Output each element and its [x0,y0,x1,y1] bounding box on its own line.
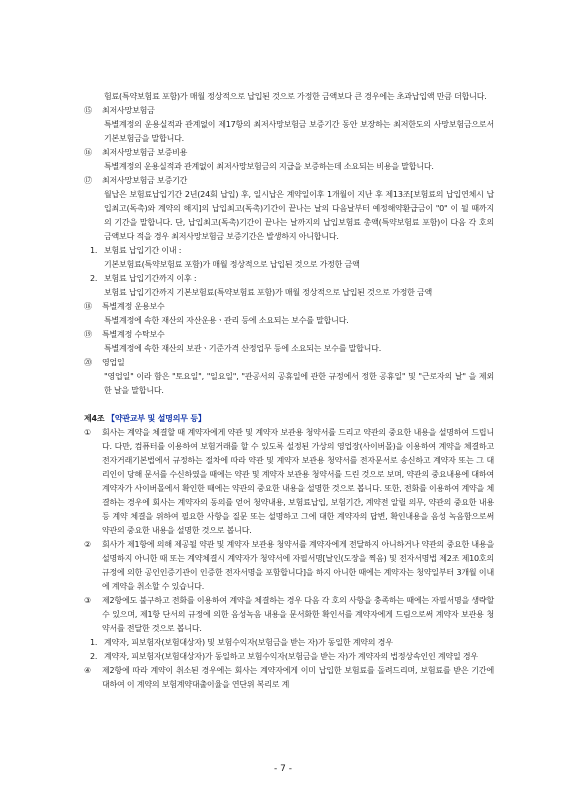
item-body: 특별계정의 운용실적과 관계없이 제17항의 최저사망보험금 보증기간 동안 보장하는 최저한도의 사망보험금으로서 기본보험금을 말합니다. [104,120,494,143]
sub-item-body: 보험료 납입기간까지 기본보험료(특약보험료 포함)가 매월 정상적으로 납입된 것으로 가정한 금액 [104,288,433,297]
item-body: "영업일" 이라 함은 "토요일", "일요일", "관공서의 공휴일에 관한 규정에서 정한 공휴일" 및 "근로자의 날" 을 제외한 날을 말합니다. [104,372,494,395]
definition-item-16 [84,146,494,160]
item-title: 최저사망보험금 보증기간 [102,176,188,185]
sub-item-body: 기본보험료(특약보험료 포함)가 매월 정상적으로 납입된 것으로 가정한 금액 [104,260,360,269]
clause-text: 계약자, 피보험자(보험대상자) 및 보험수익자(보험금을 받는 자)가 동일한 계약의 경우 [104,638,393,647]
item-title: 최저사망보험금 [102,106,155,115]
sub-item-title: 보험료 납입기간 이내 : [104,246,182,255]
item-number: ⑲ [84,330,92,339]
clause-item-2 [84,650,494,664]
sub-item-number: 1. [90,246,98,255]
sub-item-title: 보험료 납입기간까지 이후 : [104,274,197,283]
continued-paragraph: 험료(특약보험료 포함)가 매월 정상적으로 납입된 것으로 가정한 금액보다 큰 경우에는 초과납입액 만큼 더합니다. [104,92,487,101]
definition-item-15 [84,104,494,118]
article-paragraph-2 [84,538,494,594]
paragraph-text: 회사가 제1항에 의해 제공될 약관 및 계약자 보관용 청약서를 계약자에게 전달하지 아니하거나 약관의 중요한 내용을 설명하지 아니한 때 또는 계약체결시 계약자가 청약서에 자필서명[날인(도장을 찍음) 및 전자서명법 제2조 제10호의 규정에 의한 공인인증기관이 인증한 전자서명을 포함합니다]을 하지 아니한 때에는 계약자는 청약일부터 3개월 이내에 계약을 취소할 수 있습니다. [102,540,494,591]
definition-item-17 [84,174,494,188]
item-number: ⑰ [84,176,92,185]
article-paragraph-4 [84,664,494,692]
clause-item-1 [84,636,494,650]
article-title: 【약관교부 및 설명의무 등】 [107,414,206,423]
paragraph-text: 제2항에도 불구하고 전화를 이용하여 계약을 체결하는 경우 다음 각 호의 사항을 충족하는 때에는 자필서명을 생략할 수 있으며, 제1항 단서의 규정에 의한 음성녹음 내용을 문서화한 확인서를 계약자에게 드림으로써 계약자 보관용 청약서를 전달한 것으로 봅니다. [102,596,494,633]
paragraph-text: 제2항에 따라 계약이 취소된 경우에는 회사는 계약자에게 이미 납입한 보험료를 돌려드리며, 보험료를 받은 기간에 대하여 이 계약의 보험계약대출이율을 연단위 복리로 계 [102,666,494,689]
item-title: 영업일 [102,358,125,367]
item-number: ⑱ [84,302,92,311]
article-paragraph-3 [84,594,494,636]
sub-item-2 [84,272,494,286]
sub-item-number: 2. [90,274,98,283]
definition-item-20 [84,356,494,370]
item-title: 최저사망보험금 보증비용 [102,148,188,157]
item-body: 특별계정에 속한 재산의 자산운용ㆍ관리 등에 소요되는 보수를 말합니다. [104,316,349,325]
paragraph-number: ④ [84,666,91,675]
definition-item-18 [84,300,494,314]
item-number: ⑮ [84,106,92,115]
item-title: 특별계정 수탁보수 [102,330,165,339]
item-body: 월납은 보험료납입기간 2년(24회 납입) 후, 일시납은 계약일이후 1개월이 지난 후 제13조[보험료의 납입연체시 납입최고(독촉)와 계약의 해지]의 납입최고(독촉)기간이 끝나는 날의 다음날부터 예정해약환급금이 "0" 이 될 때까지의 기간을 말합니다. 단, 납입최고(독촉)기간이 끝나는 날까지의 납입보험료 총액(특약보험료 포함)이 다음 각 호의 금액보다 적을 경우 최저사망보험금 보증기간은 발생하지 아니합니다. [104,190,494,241]
item-number: ⑯ [84,148,92,157]
item-body: 특별계정에 속한 재산의 보관ㆍ기준가격 산정업무 등에 소요되는 보수를 말합니다. [104,344,382,353]
item-body: 특별계정의 운용실적과 관계없이 최저사망보험금의 지급을 보증하는데 소요되는 비용을 말합니다. [104,162,434,171]
paragraph-number: ③ [84,596,91,605]
paragraph-number: ① [84,428,91,437]
article-heading [84,412,494,426]
clause-text: 계약자, 피보험자(보험대상자)가 동일하고 보험수익자(보험금을 받는 자)가 계약자의 법정상속인인 계약일 경우 [104,652,478,661]
paragraph-number: ② [84,540,91,549]
clause-number: 1. [90,638,98,647]
page-number: - 7 - [274,764,292,774]
clause-number: 2. [90,652,98,661]
item-number: ⑳ [84,358,92,367]
article-paragraph-1 [84,426,494,538]
definition-item-19 [84,328,494,342]
article-number: 제4조 [84,414,105,423]
item-title: 특별계정 운용보수 [102,302,165,311]
page-body [84,90,494,692]
sub-item-1 [84,244,494,258]
paragraph-text: 회사는 계약을 체결할 때 계약자에게 약관 및 계약자 보관용 청약서를 드리고 약관의 중요한 내용을 설명하여 드립니다. 다만, 컴퓨터를 이용하여 보험거래를 할 수 있도록 설정된 가상의 영업장(사이버몰)을 이용하여 계약을 체결하고 전자거래기본법에서 규정하는 절차에 따라 약관 및 계약자 보관용 청약서를 전자문서로 송신하고 계약자 또는 그 대리인이 당해 문서를 수신하였을 때에는 약관 및 계약자 보관용 청약서를 드린 것으로 보며, 약관의 중요내용에 대하여 계약자가 사이버몰에서 확인한 때에는 약관의 중요한 내용을 설명한 것으로 봅니다. 또한, 전화를 이용하여 계약을 체결하는 경우에 회사는 계약자의 동의를 얻어 청약내용, 보험료납입, 보험기간, 계약전 알릴 의무, 약관의 중요한 내용 등 계약 체결을 위하여 필요한 사항을 질문 또는 설명하고 그에 대한 계약자의 답변, 확인내용을 음성 녹음함으로써 약관의 중요한 내용을 설명한 것으로 봅니다. [102,428,494,535]
